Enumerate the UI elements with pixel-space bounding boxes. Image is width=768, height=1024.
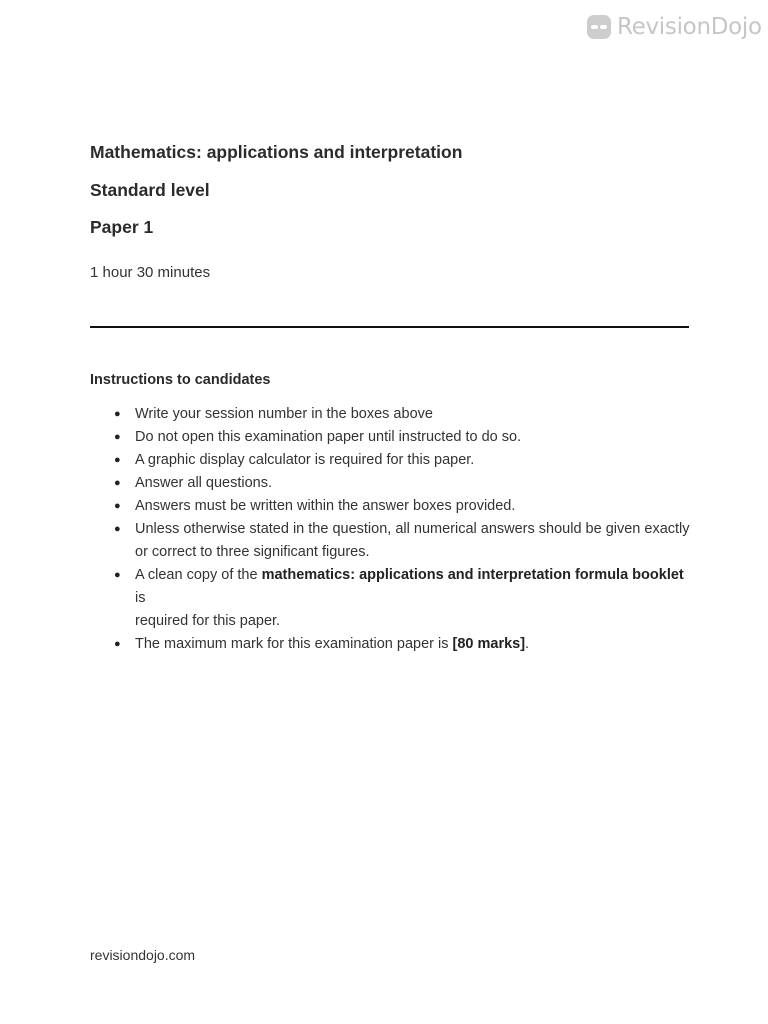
instruction-item [90,518,690,564]
divider-rule [90,326,689,328]
footer-site: revisiondojo.com [90,947,196,963]
bullet-icon: ● [114,477,121,489]
bullet-icon: ● [114,500,121,512]
formula-booklet-name: mathematics: applications and interpretation formula booklet [261,567,684,583]
bullet-icon: ● [114,454,121,466]
instruction-item [90,426,690,449]
level-title: Standard level [90,180,210,200]
bullet-icon: ● [114,408,121,420]
instruction-text-pre: A clean copy of the [135,567,262,583]
instructions-list [90,403,690,656]
bullet-icon: ● [114,431,121,443]
instruction-text: Answer all questions. [135,475,273,491]
logo-text: RevisionDojo [617,14,762,40]
bullet-icon: ● [114,569,121,581]
instruction-item [90,633,690,656]
instruction-item [90,495,690,518]
revisiondojo-logo [587,14,762,40]
instruction-item [90,403,690,426]
instruction-text-pre: The maximum mark for this examination paper is [135,636,453,652]
bullet-icon: ● [114,638,121,650]
bullet-icon: ● [114,523,121,535]
instruction-item [90,472,690,495]
instruction-text: Write your session number in the boxes above [135,406,433,422]
paper-title: Paper 1 [90,217,154,237]
instruction-text-mid: is [135,590,146,606]
exam-duration: 1 hour 30 minutes [90,264,211,281]
subject-title: Mathematics: applications and interpretation [90,142,463,162]
instruction-text: A graphic display calculator is required for this paper. [135,452,475,468]
instruction-text-post: . [525,636,530,652]
instruction-item [90,449,690,472]
revisiondojo-logo-icon [587,15,611,39]
max-marks: [80 marks] [452,636,526,652]
instruction-text: Do not open this examination paper until instructed to do so. [135,429,522,445]
instructions-heading: Instructions to candidates [90,372,271,388]
instruction-text: Unless otherwise stated in the question, all numerical answers should be given exactly or correct to three significant figures. [135,521,690,560]
instruction-item [90,564,690,633]
instruction-text-post: required for this paper. [135,613,281,629]
instruction-text: Answers must be written within the answer boxes provided. [135,498,516,514]
